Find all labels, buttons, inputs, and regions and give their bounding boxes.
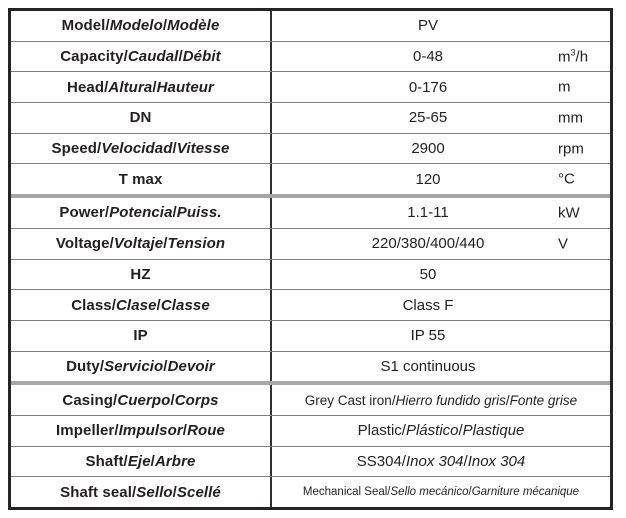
row-value-cell <box>272 477 610 507</box>
row-value-cell <box>272 103 610 133</box>
row-value-cell <box>272 42 610 72</box>
row-label: Class / Clase / Classe <box>11 290 272 320</box>
table-row-4 <box>11 133 610 164</box>
row-label: Capacity / Caudal / Débit <box>11 42 272 72</box>
row-value: 0-48 <box>412 48 444 66</box>
row-label: Voltage / Voltaje / Tension <box>11 229 272 259</box>
row-label: Head / Altura / Hauteur <box>11 72 272 102</box>
row-value-cell <box>272 198 610 228</box>
row-label: T max <box>11 164 272 194</box>
row-value: 120 <box>415 170 441 188</box>
row-label: Shaft / Eje / Arbre <box>11 447 272 477</box>
table-row-2 <box>11 71 610 102</box>
row-label: IP <box>11 321 272 351</box>
row-label: Shaft seal / Sello / Scellé <box>11 477 272 507</box>
row-value-cell <box>272 134 610 164</box>
table-row-13 <box>11 415 610 446</box>
row-value: Grey Cast iron/Hierro fundido gris/Fonte grise <box>304 392 578 408</box>
row-unit: °C <box>558 170 575 188</box>
table-row-5 <box>11 163 610 194</box>
row-unit: $m^3/h$ <box>558 47 589 66</box>
table-row-14 <box>11 446 610 477</box>
row-value: 0-176 <box>408 78 448 96</box>
table-row-7 <box>11 228 610 259</box>
row-value: S1 continuous <box>380 357 476 375</box>
row-label: Duty / Servicio / Devoir <box>11 352 272 382</box>
row-unit: rpm <box>558 140 584 158</box>
row-label: Speed / Velocidad / Vitesse <box>11 134 272 164</box>
row-value: Mechanical Seal/Sello mecánico/Garniture mécanique <box>302 486 580 499</box>
row-label: Impeller / Impulsor / Roue <box>11 416 272 446</box>
row-value: IP 55 <box>410 327 446 345</box>
row-value: Class F <box>402 296 454 314</box>
table-row-10 <box>11 320 610 351</box>
row-value: 2900 <box>411 140 445 158</box>
row-value-cell <box>272 11 610 41</box>
row-label: Power / Potencia / Puiss. <box>11 198 272 228</box>
table-row-9 <box>11 289 610 320</box>
row-value: 25-65 <box>408 109 448 127</box>
row-value-cell <box>272 416 610 446</box>
row-value: Plastic/Plástico/Plastique <box>357 422 525 440</box>
pump-spec-table <box>8 8 613 510</box>
table-row-6 <box>11 194 610 228</box>
row-value-cell <box>272 352 610 382</box>
table-row-12 <box>11 381 610 415</box>
row-unit: mm <box>558 109 583 127</box>
row-unit: kW <box>558 204 580 222</box>
row-value-cell <box>272 447 610 477</box>
row-value: 1.1-11 <box>407 204 449 222</box>
table-row-3 <box>11 102 610 133</box>
row-unit: V <box>558 235 569 253</box>
row-value-cell <box>272 72 610 102</box>
table-row-8 <box>11 259 610 290</box>
row-value-cell <box>272 229 610 259</box>
table-row-1 <box>11 41 610 72</box>
row-value-cell <box>272 164 610 194</box>
row-value-cell <box>272 385 610 415</box>
table-row-15 <box>11 476 610 507</box>
row-unit: m <box>558 78 571 96</box>
row-label: Casing / Cuerpo / Corps <box>11 385 272 415</box>
row-value: 220/380/400/440 <box>371 235 485 253</box>
row-value-cell <box>272 321 610 351</box>
row-label: DN <box>11 103 272 133</box>
row-value: 50 <box>419 265 437 283</box>
row-label: HZ <box>11 260 272 290</box>
row-value-cell <box>272 260 610 290</box>
row-value: SS304/Inox 304/Inox 304 <box>356 452 526 470</box>
row-value-cell <box>272 290 610 320</box>
table-row-0 <box>11 11 610 41</box>
table-row-11 <box>11 351 610 382</box>
row-value: PV <box>417 17 438 35</box>
row-label: Model / Modelo / Modèle <box>11 11 272 41</box>
